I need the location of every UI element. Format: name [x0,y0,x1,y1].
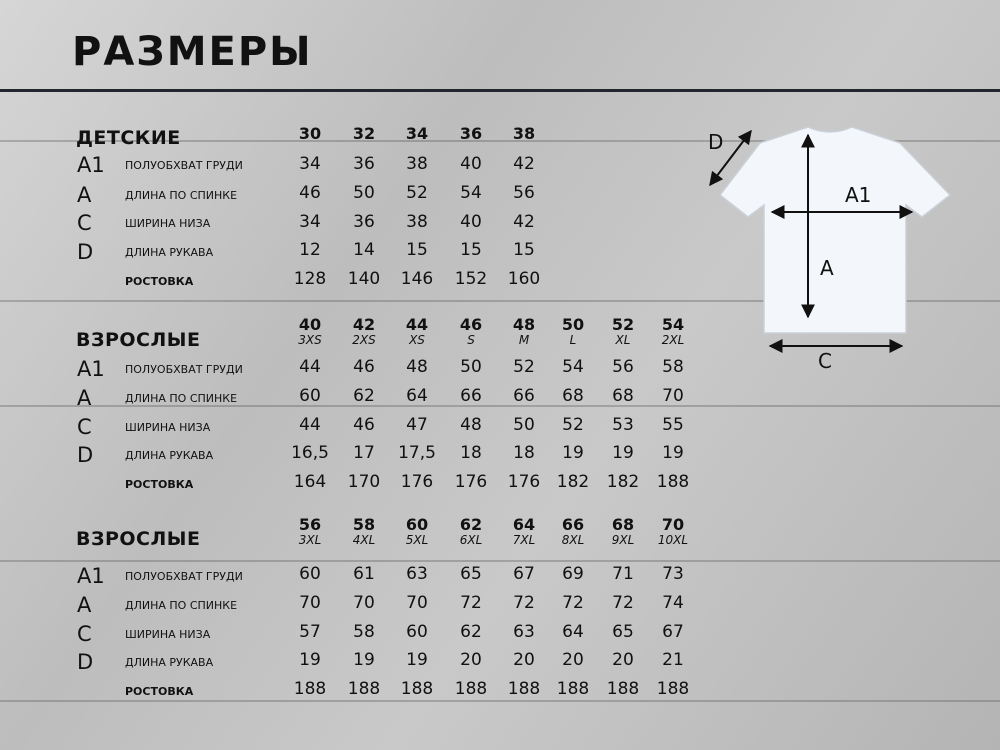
table-cell: 12 [299,240,321,260]
table-cell: 40 [460,154,482,174]
table-cell: 67 [662,622,684,642]
size-label: 6XL [459,533,483,547]
table-cell: 66 [513,386,535,406]
table-cell: 58 [353,622,375,642]
table-cell: 62 [460,622,482,642]
table-cell: 52 [562,415,584,435]
table-cell: 56 [513,183,535,203]
table-cell: 68 [562,386,584,406]
size-number: 58 [352,515,376,534]
size-label: XL [615,333,631,347]
table-cell: 18 [513,443,535,463]
row-code: C [77,622,92,646]
table-cell: 20 [513,650,535,670]
size-number: 54 [661,315,685,334]
table-cell: 19 [662,443,684,463]
row-name: ДЛИНА РУКАВА [125,246,214,259]
row-name: РОСТОВКА [125,275,194,288]
table-cell: 188 [656,679,690,699]
size-number: 62 [459,515,483,534]
row-code: A1 [77,564,105,588]
size-number: 42 [352,315,376,334]
size-label: 3XS [298,333,322,347]
size-number: 64 [512,515,536,534]
table-cell: 44 [299,357,321,377]
row-name: ДЛИНА ПО СПИНКЕ [125,599,238,612]
table-cell: 19 [299,650,321,670]
table-cell: 71 [612,564,634,584]
size-number: 56 [298,515,322,534]
size-label: XS [409,333,425,347]
table-cell: 188 [347,679,381,699]
size-number: 44 [405,315,429,334]
size-label: 7XL [512,533,536,547]
size-number: 34 [405,124,429,143]
table-cell: 58 [662,357,684,377]
table-cell: 19 [562,443,584,463]
size-label: M [518,333,530,347]
size-label: 3XL [298,533,322,547]
table-cell: 42 [513,212,535,232]
table-cell: 160 [507,269,541,289]
row-name: ДЛИНА РУКАВА [125,449,214,462]
size-number: 32 [352,124,376,143]
plank-line [0,700,1000,702]
table-cell: 70 [406,593,428,613]
plank-line [0,560,1000,562]
size-number: 38 [512,124,536,143]
size-number: 40 [298,315,322,334]
table-cell: 48 [460,415,482,435]
table-cell: 60 [406,622,428,642]
table-cell: 36 [353,212,375,232]
table-cell: 68 [612,386,634,406]
table-cell: 72 [460,593,482,613]
label-d: D [708,130,724,154]
table-cell: 65 [612,622,634,642]
row-name: РОСТОВКА [125,478,194,491]
plank-line [0,405,1000,407]
row-code: C [77,415,92,439]
row-code: D [77,443,94,467]
table-cell: 170 [347,472,381,492]
row-name: ПОЛУОБХВАТ ГРУДИ [125,570,243,583]
row-name: РОСТОВКА [125,685,194,698]
row-code: A [77,593,92,617]
table-cell: 15 [406,240,428,260]
table-cell: 182 [556,472,590,492]
size-number: 60 [405,515,429,534]
table-cell: 57 [299,622,321,642]
table-cell: 46 [353,415,375,435]
size-label: 10XL [657,533,689,547]
table-cell: 63 [406,564,428,584]
table-cell: 47 [406,415,428,435]
table-cell: 54 [460,183,482,203]
section-title: ВЗРОСЛЫЕ [76,528,201,550]
size-number: 48 [512,315,536,334]
row-name: ПОЛУОБХВАТ ГРУДИ [125,159,243,172]
table-cell: 152 [454,269,488,289]
table-cell: 46 [299,183,321,203]
table-cell: 73 [662,564,684,584]
table-cell: 188 [293,679,327,699]
row-name: ДЛИНА ПО СПИНКЕ [125,392,238,405]
table-cell: 64 [562,622,584,642]
table-cell: 72 [562,593,584,613]
table-cell: 50 [460,357,482,377]
table-cell: 54 [562,357,584,377]
table-cell: 56 [612,357,634,377]
table-cell: 44 [299,415,321,435]
table-cell: 67 [513,564,535,584]
row-name: ШИРИНА НИЗА [125,421,211,434]
table-cell: 17,5 [398,443,436,463]
size-number: 68 [611,515,635,534]
table-cell: 146 [400,269,434,289]
table-cell: 64 [406,386,428,406]
table-cell: 16,5 [291,443,329,463]
size-label: 4XL [352,533,376,547]
table-cell: 19 [612,443,634,463]
row-code: A [77,386,92,410]
table-cell: 188 [656,472,690,492]
row-name: ШИРИНА НИЗА [125,217,211,230]
size-label: S [467,333,475,347]
row-code: D [77,240,94,264]
table-cell: 69 [562,564,584,584]
row-name: ПОЛУОБХВАТ ГРУДИ [125,363,243,376]
label-a: A [820,256,834,280]
row-code: A [77,183,92,207]
table-cell: 66 [460,386,482,406]
size-label: 5XL [405,533,429,547]
table-cell: 20 [460,650,482,670]
table-cell: 140 [347,269,381,289]
size-number: 30 [298,124,322,143]
size-label: 8XL [561,533,585,547]
table-cell: 176 [454,472,488,492]
page-title: РАЗМЕРЫ [72,29,313,75]
table-cell: 34 [299,212,321,232]
table-cell: 55 [662,415,684,435]
tshirt-diagram [700,115,960,375]
table-cell: 188 [556,679,590,699]
size-label: 2XL [661,333,685,347]
table-cell: 70 [299,593,321,613]
table-cell: 53 [612,415,634,435]
table-cell: 182 [606,472,640,492]
table-cell: 74 [662,593,684,613]
row-code: D [77,650,94,674]
table-cell: 38 [406,154,428,174]
table-cell: 188 [606,679,640,699]
table-cell: 188 [454,679,488,699]
table-cell: 15 [513,240,535,260]
size-number: 70 [661,515,685,534]
size-number: 66 [561,515,585,534]
table-cell: 176 [507,472,541,492]
table-cell: 17 [353,443,375,463]
row-name: ШИРИНА НИЗА [125,628,211,641]
table-cell: 42 [513,154,535,174]
tshirt-icon [720,127,950,333]
table-cell: 15 [460,240,482,260]
row-name: ДЛИНА РУКАВА [125,656,214,669]
table-cell: 176 [400,472,434,492]
table-cell: 188 [400,679,434,699]
table-cell: 65 [460,564,482,584]
table-cell: 14 [353,240,375,260]
label-a1: A1 [845,183,872,207]
table-cell: 20 [612,650,634,670]
table-cell: 60 [299,386,321,406]
size-label: 9XL [611,533,635,547]
size-number: 50 [561,315,585,334]
table-cell: 70 [662,386,684,406]
table-cell: 48 [406,357,428,377]
table-cell: 18 [460,443,482,463]
row-code: A1 [77,357,105,381]
table-cell: 52 [513,357,535,377]
label-c: C [818,349,832,373]
table-cell: 46 [353,357,375,377]
table-cell: 19 [406,650,428,670]
section-title: ДЕТСКИЕ [76,127,181,149]
table-cell: 50 [513,415,535,435]
table-cell: 164 [293,472,327,492]
table-cell: 188 [507,679,541,699]
table-cell: 38 [406,212,428,232]
row-name: ДЛИНА ПО СПИНКЕ [125,189,238,202]
table-cell: 21 [662,650,684,670]
size-label: L [569,333,577,347]
table-cell: 128 [293,269,327,289]
table-cell: 62 [353,386,375,406]
table-cell: 61 [353,564,375,584]
table-cell: 50 [353,183,375,203]
table-cell: 72 [513,593,535,613]
table-cell: 52 [406,183,428,203]
row-code: A1 [77,153,105,177]
title-divider [0,89,1000,92]
table-cell: 72 [612,593,634,613]
table-cell: 19 [353,650,375,670]
table-cell: 20 [562,650,584,670]
size-label: 2XS [352,333,376,347]
size-number: 36 [459,124,483,143]
row-code: C [77,211,92,235]
table-cell: 36 [353,154,375,174]
table-cell: 34 [299,154,321,174]
size-number: 46 [459,315,483,334]
table-cell: 60 [299,564,321,584]
section-title: ВЗРОСЛЫЕ [76,329,201,351]
size-number: 52 [611,315,635,334]
table-cell: 63 [513,622,535,642]
table-cell: 70 [353,593,375,613]
table-cell: 40 [460,212,482,232]
